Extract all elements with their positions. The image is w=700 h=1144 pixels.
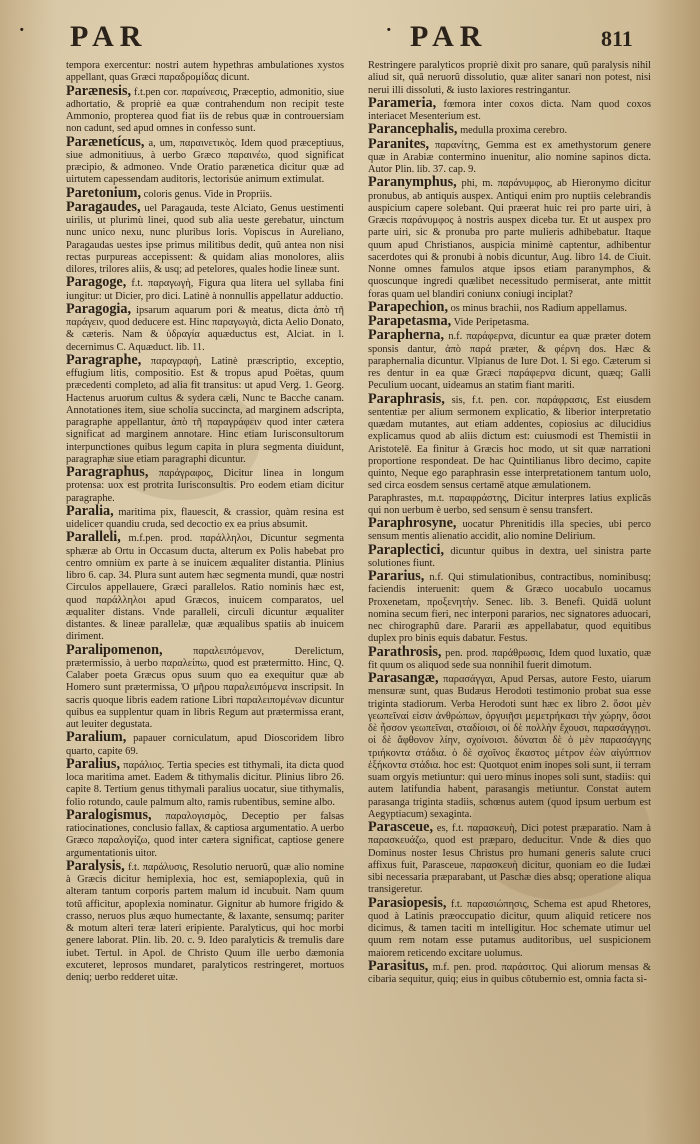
entry-text: phi, m. παράνυμφος, ab Hieronymo dicitur pronubus, ab antiquis auspex. Antiqui enim pro nuptiis celebrandis auspicium capere solebant. Qui præerat huic rei pro parte uiri, à Græcis παράνυμφος à nostris auspex diceba tur. Et ut auspex pro parte uiri, sic & pronuba pro parte mulieris adhibebatur. Itaque quum apud Christianos, auspicia minimè captentur, adhibentur sacerdotes qui & pronubi à nobis dicuntur, Aug. libro 14. de Ciuit. Nonne omnes famulos atque ipsos etiam paranymphos, & quoscunque ingredi quælibet necessitudo permiserat, ante mittit foras quam uel blandiri coniunx coniugi inciplat? [368,178,651,300]
entry-text: Restringere paralyticos propriè dixit pro sanare, quũ paralysis nihil aliud sit, quã neruorũ dissolutio, quæ aliter sanari non potest, nisi nerui illi dissoluti, & iusto laxiores restringantur. [368,60,651,96]
dictionary-entry [66,276,344,303]
entry-headword: Parapetasma, [368,313,452,329]
entry-headword: Paragoge, [66,274,127,291]
entry-headword: Paraplectici, [368,541,445,558]
dictionary-entry [368,957,651,987]
entry-headword: Paretonium, [66,184,142,201]
dictionary-entry [66,806,344,860]
entry-text: medulla proxima cerebro. [460,125,568,137]
entry-headword: Paragraphe, [66,351,142,368]
entry-text: n.f. Qui stimulationibus, contractibus, nominibusq; faciendis interuenit: quem & Græco uocabulo uocamus Proxenetam, προξενητὴν. Senec. lib. 3. Benefi. Quidā uolunt nomina secum fieri, nec interponi pararios, nec signatores aduocari, nec chirographũ dare. Pararii æs appellabatur, quod equitibus duplex pro binis equis dabatur. Festus. [368,572,651,645]
entry-headword: Pararius, [368,568,425,584]
entry-text: παρανίτης, Gemma est ex amethystorum genere quæ in Arabiæ contermino inuenitur, alio nomine sapinos dicta. Autor Plin. lib. 37. cap. 9. [368,139,651,175]
entry-headword: Parasitus, [368,957,429,974]
dictionary-entry [368,821,651,897]
right-running-head: PAR [410,20,488,53]
entry-text: papauer corniculatum, apud Dioscoridem libro quarto, capite 69. [66,733,344,757]
dictionary-entry [368,329,651,392]
entry-headword: Parænetícus, [66,133,145,150]
dictionary-entry [66,641,344,732]
dictionary-entry [368,570,651,646]
entry-headword: Paraphrasis, [368,390,445,407]
entry-headword: Parapherna, [368,327,445,344]
entry-text: n.f. παράφερνα, dicuntur ea quæ præter dotem sponsis dantur, ἀπὸ παρά præter, & φέρνη dos. Hæc & paraphernalia dicuntur. Vlpianus de Iure Dot. l. Si ego. Cæterum si res dentur in ea quæ Græci παράφερνα dicunt, quæq; Galli Peculium uocant, uideamus an statim fiant mariti. [368,331,651,392]
entry-text: fœmora inter coxos dicta. Nam quod coxos interiacet Mesenterium est. [368,98,651,122]
entry-text: m.f. pen. prod. παράσιτος. Qui aliorum mensas & cibaria sequitur, quiq; eius in quibus côtubernio est, omnia facta si- [368,961,651,985]
dictionary-entry [66,82,344,136]
dictionary-entry [66,133,344,187]
entry-text: f.t.pen cor. παραίνεσις, Præceptio, admonitio, siue adhortatio, & propriè ea quæ contrahendum non recipit teste Ammonio, propterea quod fiat iis de rebus quæ in controuersiam non cadunt, sed apud omnes in confesso sunt. [66,86,344,135]
entry-headword: Parænesis, [66,82,132,99]
page-header [0,14,700,54]
left-running-head: PAR [70,20,148,53]
dictionary-entry [368,176,651,301]
entry-text: παράλιος. Tertia species est tithymali, ita dicta quod loca maritima amet. Eadem & tithymalis dicitur. Plinius libro 26. capite 8. Tertium genus tithymali paralius uocatur, siue tithymalis, folio rotundo, caule palmum alto, ramis rubentibus, semine albo. [66,759,344,808]
dictionary-entry [66,531,344,643]
entry-text: pen. prod. παράθρωσις, Idem quod luxatio, quæ fit quum os aliquod sede sua nonnihil fuerit dimotum. [368,647,651,671]
dictionary-entry [66,466,344,505]
dictionary-entry [368,643,651,673]
entry-headword: Paraphrosyne, [368,515,457,531]
entry-headword: Paralogismus, [66,806,152,823]
entry-text: Paraphrastes, m.t. παραφράστης, Dicitur interpres latius explicās qui non uerbum è uerbo, sed sensum è sensu transfert. [368,492,651,516]
dictionary-entry [66,731,344,758]
entry-text: f.t. παραγωγὴ, Figura qua litera uel syllaba fini iungitur: ut Dicier, pro dici. Latinè à nonnullis appellatur adductio. [66,278,344,302]
dictionary-entry [66,351,344,466]
dictionary-entry [66,300,344,354]
entry-text: παραλογισμὸς, Deceptio per falsas ratiocinationes, conclusio fallax, & captiosa argumentatio. A uerbo Græco παραλογίζω, quod inter cætera significat, captiose genere argumentationis uitor. [66,810,344,859]
entry-text: dicuntur quibus in dextra, uel sinistra parte solutiones fiunt. [368,545,651,569]
entry-text: maritima pix, flauescit, & crassior, quàm resina est uideliceт quandiu cruda, sed decoctio ex ea prius absumit. [66,506,344,530]
page-number: 811 [601,26,633,51]
entry-headword: Parancephalis, [368,121,458,138]
entry-headword: Paragogia, [66,300,132,317]
entry-headword: Paralysis, [66,857,125,874]
entry-text: tempora exercentur: nostri autem hypethras ambulationes xystos appellant, quas Græci παραδρομίδας dicunt. [66,60,344,84]
entry-text: uel Paragauda, teste Alciato, Genus uestimenti uirilis, ut plurimù linei, quod sub alia ueste gerebatur, uinctum nunc unico nexu, nunc pluribus loris. Vopiscus in Aureliano, Paragaudas uestes ipse primus militibus dedit, quũ antea non nisi rectas purpureas accepissent: & quidam alias monolores, aliis dilores, trilores aliis, & usq; ad petelores, quales hodie lineæ sunt. [66,202,344,275]
dictionary-entry [66,198,344,277]
entry-text: παράγραφος, Dicitur linea in longum protensa: uox est protrita Iurisconsultis. Pro eodem etiam dicitur paragraphe. [66,468,344,504]
entry-text: m.f.pen. prod. παράλληλοι, Dicuntur segmenta sphæræ ab Ortu in Occasum ducta, alterum ex Polis habebat pro centro omniùm ex parte à se inuicem æqualiter distantia. Plinius libro 6. cap. 34. Plura sunt autem hæc segmenta mundi, quæ nostri Circulos appellauere, Græci parallelos. Ratio nominis hæc est, quod παράλληλοι apud Græcos, inuicem comparatos, uel æqualiter distans. Vnde paralleli, circuli dicuntur æqualiter distantes. & lineæ parallelæ, quæ æqualibus spatiis ab inuicem diriment. [66,533,344,643]
dictionary-entry [368,517,651,544]
entry-headword: Paralia, [66,502,114,519]
entry-text: παρασάγγαι, Apud Persas, autore Festo, uiarum mensuræ sunt, quas Budæus Herodoti testimonio probat sua esse triginta stadiorum. Verba Herodoti sunt hæc ex libro 2. ὅσοι μὲν γεωπεῖναί εἰσιν ἀνθρώπων, ὀργυιῇσι μεμετρήκασι τὴν χώρην, ὅσοι δὲ ἧσσον γεωπεῖναι, σταδίοισι, οἱ δὲ πολλὴν ἔχουσι, παρασάγγῃσι. οἱ δὲ ἄφθονον λίην, σχοίνοισι. δύναται δὲ ὁ μὲν παρασάγγης τριήκοντα στάδια. ὁ δὲ σχοῖνος ἕκαστος μέτρον ἐὼν αἰγύπτιον ἑξήκοντα στάδια. hoc est: Quotquot enim inopes soli sunt, ii terram suam orgyis metiuntur: qui uero minus inopes soli sunt, stadiis: qui autem latifundia habent, parasangis metiuntur. Constat autem parasanga triginta stadiis, schœnus autem (quod ipsum uerbum est Aegyptiacum) sexaginta. [368,674,651,820]
entry-text: a, um, παραινετικὸς. Idem quod præceptiuus, siue admonitiuus, à uerbo Græco παραινέω, quod significat præcipio, & admoneo. Vnde Oratio parænetica dicitur quæ ad uirtutem capessendam auditoris, lectorisúe animum extimulat. [66,137,344,186]
dictionary-entry [368,94,651,124]
dictionary-entry [66,60,344,85]
dictionary-entry [368,672,651,821]
entry-headword: Parapechion, [368,298,448,315]
dictionary-entry [368,390,651,493]
entry-text: παραγραφὴ, Latinè præscriptio, exceptio, effugium litis, compositio. Est & tropus apud Poëtas, quum præcedenti completo, ad alia fit transitus: ut apud Verg. 1. Georg. Hactenus aruorum cultus & sydera cæli, Nunc te Bacche canam. Annotationes item, siue scholia succincta, ad marginem adscripta, paragraphe appellantur, ἀπὸ τῆ παραγράφειν quod inter cætera significat ad marginem annotare. Hinc etiam Iurisconsultorum interpunctiones quibus legum capita in plura segmenta diuidunt, paragraphæ siue etiam paragraphi dicuntur. [66,355,344,465]
entry-headword: Parasceue, [368,819,434,835]
dictionary-entry [66,857,344,985]
entry-text: f.t. παρασιώπησις, Schema est apud Rhetores, quod à Latinis præoccupatio dicitur, quum aliquid reticere nos dicimus, & tamen taciti m intelligitur. Hoc schemate utimur uel quum rem notam esse putamus auditoribus, uel suspicionem maiorem reticendo excitare uolumus. [368,898,651,959]
entry-headword: Paranymphus, [368,174,457,191]
entry-headword: Paragaudes, [66,198,141,215]
right-column [368,60,651,1114]
dictionary-entry [368,894,651,960]
dictionary-entry [368,60,651,97]
ornament-dot-icon: · [385,16,393,44]
entry-headword: Paralium, [66,729,127,746]
entry-text: sis, f.t. pen. cor. παράφρασις, Est eiusdem sententiæ per alium sermonem explicatio, & liberior interpretatio quædam mutantes, aut etiam addentes, copiosius ac dilucidius explicamus quod ab aliis dictum est: cuiusmodi est Themistii in Aristotelē. Ea finitur à Græcis hoc modo, ut sit quæ narrationi proportione respondeat. De hac Quintilianus libro decimo, capite quinto, Neque ego paraphrasin esse interpretationem tantum uolo, sed circa eosdem sensus certamē atque æmulationem. [368,394,651,492]
entry-text: coloris genus. Vide in Propriis. [143,188,273,200]
entry-headword: Paragraphus, [66,464,149,480]
entry-text: Vide Peripetasma. [453,317,530,328]
entry-headword: Paralleli, [66,529,121,546]
dictionary-entry [66,502,344,532]
dictionary-entry [368,541,651,571]
entry-text: f.t. παράλυσις, Resolutio neruorũ, quæ alio nomine à Græcis dicitur hemiplexia, hoc est, semiapoplexia, quũ in alteram tantum corporis partem malum id incubuit. Nam quum totũ afficitur, apoplexia nominatur. Gignitur ab humore frigido & crasso, neruos plus æquo humectante, & laxante, sensumq; pariter & motum alteri teræ lateri eripiente. Paralyticus, qui hoc morbi genere laborat. Plin. lib. 20. c. 9. Ideo paralyticis & tremulis dare iubet. Tertul. in Apol. de Christo Quum ille uerbo dæmonia excuteret, leprosos mundaret, paralyticos restringeret, mortuos deniq; uerbo redderet uitæ. [66,861,344,983]
entry-headword: Paralipomenon, [66,641,163,658]
entry-text: παραλειπόμενον, Derelictum, prætermissio, à uerbo παραλείπω, quod est prætermitto. Hinc, Q. Calaber poeta Græcus opus suum quo ea exequitur quæ ab Homero sunt prætermissa, Ὁ μῆρου παραλειπόμενα inscripsit. In sacris quoque libris eadem ratione Libri παραλειπομένων dicuntur quibus ea supplentur quam in libris Regum aut prætermissa erant, aut leuiter degustata. [66,645,344,730]
entry-headword: Parathrosis, [368,643,442,660]
entry-headword: Paranites, [368,135,430,152]
entry-text: uocatur Phrenitidis illa species, ubi perco sensum mentis alienatio accidit, alio nomine Delirium. [368,519,651,543]
entry-headword: Parasiopesis, [368,894,447,911]
entry-headword: Paralius, [66,755,120,772]
dictionary-entry [66,755,344,809]
entry-text: ipsarum aquarum pori & meatus, dicta ἀπὸ τῆ παράγειν, quod deducere est. Hinc παραγωγιὰ, dicta Aelio Donato, & cæteris. Nam & ὑδραγία aquæductus est, Alciat. in l. decernimus C. Aquæduct. lib. 11. [66,304,344,353]
ornament-dot-icon: · [18,16,26,44]
entry-text: es, f.t. παρασκευὴ, Dici potest præparatio. Nam à παρασκευάζω, quod est præparo, deducitur. Vnde & dies quo Dominus noster Iesus Christus pro humani generis salute cruci affixus fuit, Parasceue, παρασκευὴ dicitur, quoniam eo die Iudæi sibi necessaria præparabant, ut Paschæ dies absq; operatione aliqua transigeretur. [368,823,651,896]
entry-headword: Parasangæ, [368,670,439,686]
left-column [66,60,344,1114]
dictionary-entry [368,135,651,177]
entry-text: os minus brachii, nos Radium appellamus. [450,302,627,314]
dictionary-entry [368,493,651,518]
entry-headword: Parameria, [368,94,437,111]
